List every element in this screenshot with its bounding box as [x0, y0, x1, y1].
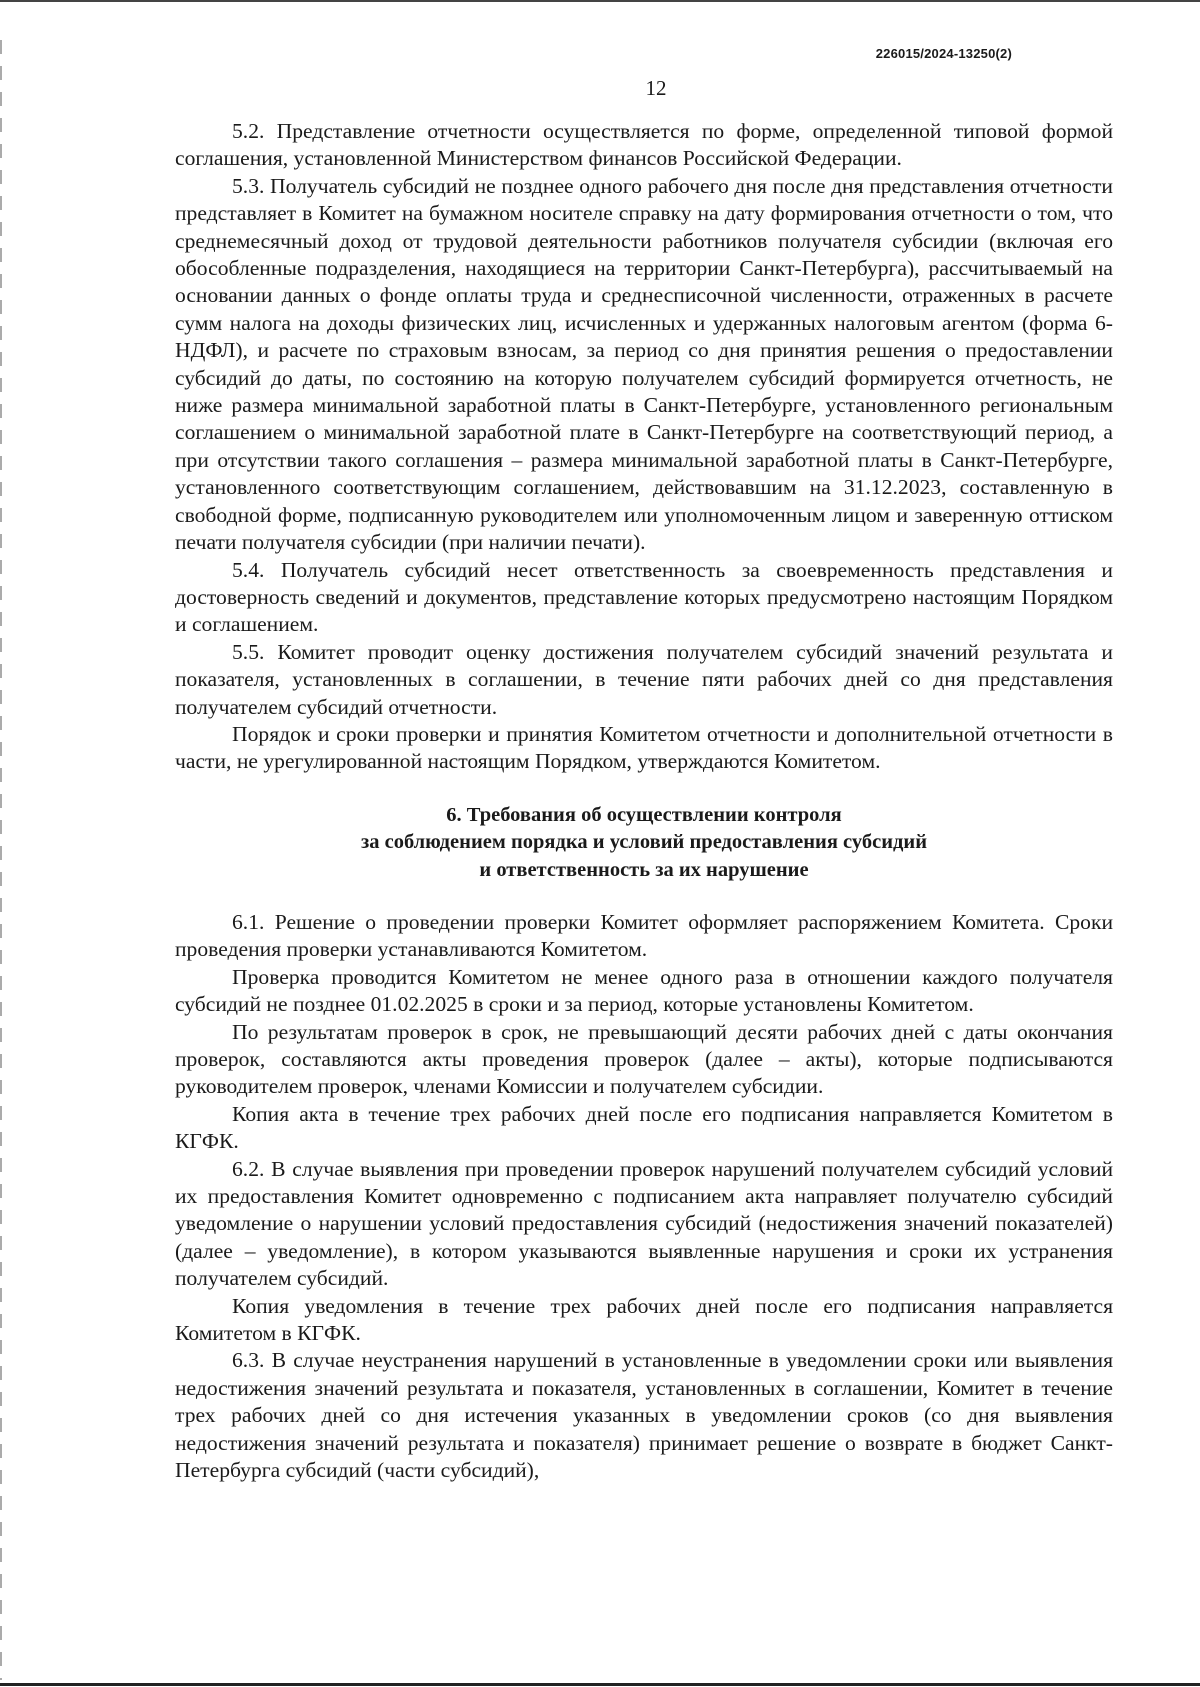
scan-edge-top: [0, 0, 1200, 2]
scan-edge-bottom: [0, 1683, 1200, 1686]
page-number: 12: [645, 76, 667, 100]
paragraph-5-5-procedure: Порядок и сроки проверки и принятия Комитетом отчетности и дополнительной отчетности в части, не урегулированной настоящим Порядком, утверждаются Комитетом.: [175, 721, 1113, 774]
paragraph-6-1-acts: По результатам проверок в срок, не превышающий десяти рабочих дней с даты окончания проверок, составляются акты проведения проверок (далее – акты), которые подписываются руководителем проверок, членами Комиссии и получателем субсидии.: [175, 1019, 1113, 1099]
paragraph-5-3: 5.3. Получатель субсидий не позднее одного рабочего дня после дня представления отчетности представляет в Комитет на бумажном носителе справку на дату формирования отчетности о том, что среднемесячный доход от трудовой деятельности работников получателя субсидии (включая его обособленные подразделения, находящиеся на территории Санкт-Петербурга), рассчитываемый на основании данных о фонде оплаты труда и среднесписочной численности, отраженных в расчете сумм налога на доходы физических лиц, исчисленных и удержанных налоговым агентом (форма 6-НДФЛ), и расчете по страховым взносам, за период со дня принятия решения о предоставлении субсидий до даты, по состоянию на которую получателем субсидий формируется отчетность, не ниже размера минимальной заработной платы в Санкт-Петербурге, установленного региональным соглашением о минимальной заработной плате в Санкт-Петербурге на соответствующий период, а при отсутствии такого соглашения – размера минимальной заработной платы в Санкт-Петербурге, установленного соответствующим соглашением, действовавшим на 31.12.2023, составленную в свободной форме, подписанную руководителем или уполномоченным лицом и заверенную оттиском печати получателя субсидии (при наличии печати).: [175, 173, 1113, 555]
paragraph-5-5: 5.5. Комитет проводит оценку достижения получателем субсидий значений результата и показателя, установленных в соглашении, в течение пяти рабочих дней со дня представления получателем субсидий отчетности.: [175, 639, 1113, 719]
heading-spacer: [175, 884, 1113, 909]
paragraph-6-1-copy: Копия акта в течение трех рабочих дней после его подписания направляется Комитетом в КГФК.: [175, 1101, 1113, 1154]
document-body: [175, 118, 1113, 1485]
document-registration-number: 226015/2024-13250(2): [875, 46, 1012, 61]
paragraph-6-1-inspection: Проверка проводится Комитетом не менее одного раза в отношении каждого получателя субсидий не позднее 01.02.2025 в сроки и за период, которые установлены Комитетом.: [175, 964, 1113, 1017]
paragraph-5-2: 5.2. Представление отчетности осуществляется по форме, определенной типовой формой соглашения, установленной Министерством финансов Российской Федерации.: [175, 119, 1113, 171]
scan-edge-left: [0, 40, 2, 1680]
section-6-heading: [175, 802, 1113, 884]
section-6-heading-line-1: 6. Требования об осуществлении контроля: [446, 803, 842, 826]
paragraph-6-2-copy: Копия уведомления в течение трех рабочих дней после его подписания направляется Комитетом в КГФК.: [175, 1293, 1113, 1346]
paragraph-6-1: 6.1. Решение о проведении проверки Комитет оформляет распоряжением Комитета. Сроки проведения проверки устанавливаются Комитетом.: [175, 909, 1113, 962]
section-6-heading-line-3: и ответственность за их нарушение: [479, 858, 809, 881]
paragraph-5-4: 5.4. Получатель субсидий несет ответственность за своевременность представления и достоверность сведений и документов, представление которых предусмотрено настоящим Порядком и соглашением.: [175, 557, 1113, 637]
paragraph-6-3: 6.3. В случае неустранения нарушений в установленные в уведомлении сроки или выявления недостижения значений результата и показателя, установленных в соглашении, Комитет в течение трех рабочих дней со дня истечения указанных в уведомлении сроков (со дня выявления недостижения значений результата и показателя) принимает решение о возврате в бюджет Санкт-Петербурга субсидий (части субсидий),: [175, 1348, 1113, 1483]
section-6-heading-line-2: за соблюдением порядка и условий предоставления субсидий: [360, 831, 928, 854]
paragraph-6-2: 6.2. В случае выявления при проведении проверок нарушений получателем субсидий условий их предоставления Комитет одновременно с подписанием акта направляет получателю субсидий уведомление о нарушении условий предоставления субсидий (недостижения значений показателей) (далее – уведомление), в котором указываются выявленные нарушения и сроки их устранения получателем субсидий.: [175, 1156, 1113, 1291]
